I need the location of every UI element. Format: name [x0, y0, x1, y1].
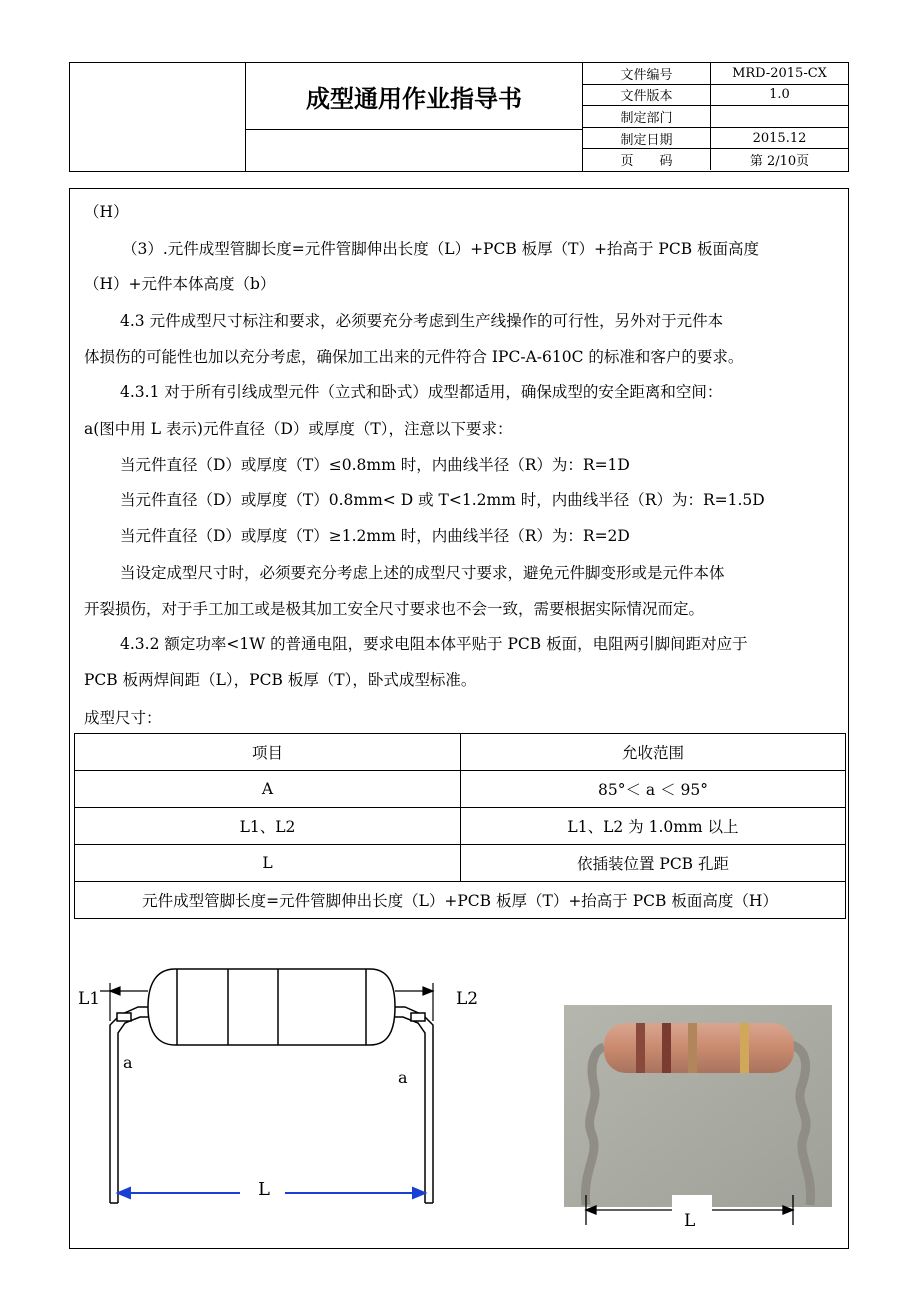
text-line: 当元件直径（D）或厚度（T）0.8mm< D 或 T<1.2mm 时，内曲线半径（R）为：R=1.5D — [120, 491, 765, 509]
text-line: 当元件直径（D）或厚度（T）≥1.2mm 时，内曲线半径（R）为：R=2D — [120, 527, 630, 545]
table-cell: 依插装位置 PCB 孔距 — [461, 845, 846, 882]
meta-key: 制定日期 — [583, 127, 711, 149]
table-cell: L — [75, 845, 461, 882]
table-cell: 85°＜ a ＜ 95° — [461, 771, 846, 808]
text-line: 4.3.1 对于所有引线成型元件（立式和卧式）成型都适用，确保成型的安全距离和空间： — [120, 383, 723, 401]
table-cell: A — [75, 771, 461, 808]
document-title: 成型通用作业指导书 — [246, 63, 583, 130]
document-meta-table — [583, 63, 848, 170]
text-line: 4.3.2 额定功率<1W 的普通电阻，要求电阻本体平贴于 PCB 板面，电阻两引脚间距对应于 — [120, 635, 748, 653]
text-line: （H）+元件本体高度（b） — [84, 275, 276, 293]
table-header: 允收范围 — [461, 734, 846, 771]
meta-value: MRD-2015-CX — [711, 63, 849, 84]
label-length: L — [258, 1179, 270, 1200]
text-line: 当设定成型尺寸时，必须要充分考虑上述的成型尺寸要求，避免元件脚变形或是元件本体 — [120, 564, 725, 582]
header-blank-cell — [246, 130, 583, 171]
table-footer: 元件成型管脚长度=元件管脚伸出长度（L）+PCB 板厚（T）+抬高于 PCB 板面高度（H） — [75, 882, 846, 919]
photo-label-length: L — [684, 1211, 696, 1227]
resistor-forming-diagram — [70, 955, 490, 1215]
text-line: 当元件直径（D）或厚度（T）≤0.8mm 时，内曲线半径（R）为：R=1D — [120, 456, 630, 474]
meta-key: 页 码 — [583, 149, 711, 170]
table-row — [75, 845, 846, 882]
table-cell: L1、L2 — [75, 808, 461, 845]
section-label: 成型尺寸： — [84, 709, 162, 727]
text-line: （H） — [84, 203, 129, 221]
text-line: 4.3 元件成型尺寸标注和要求，必须要充分考虑到生产线操作的可行性，另外对于元件本 — [120, 312, 724, 330]
table-row — [75, 808, 846, 845]
meta-key: 制定部门 — [583, 106, 711, 128]
text-line: 开裂损伤，对于手工加工或是极其加工安全尺寸要求也不会一致，需要根据实际情况而定。 — [84, 600, 705, 618]
text-line: a(图中用 L 表示)元件直径（D）或厚度（T），注意以下要求： — [84, 420, 513, 438]
logo-cell — [70, 63, 246, 171]
meta-key: 文件版本 — [583, 84, 711, 106]
spec-table — [74, 733, 846, 919]
text-line: 体损伤的可能性也加以充分考虑，确保加工出来的元件符合 IPC-A-610C 的标准和客户的要求。 — [84, 348, 744, 366]
text-line: （3）.元件成型管脚长度=元件管脚伸出长度（L）+PCB 板厚（T）+抬高于 PCB 板面高度 — [122, 240, 760, 258]
table-footer-row — [75, 882, 846, 919]
text-line: PCB 板两焊间距（L），PCB 板厚（T），卧式成型标准。 — [84, 671, 477, 689]
table-row — [75, 771, 846, 808]
meta-value: 2015.12 — [711, 127, 849, 149]
table-header: 项目 — [75, 734, 461, 771]
meta-key: 文件编号 — [583, 63, 711, 84]
label-a-left: a — [123, 1053, 133, 1072]
label-a-right: a — [398, 1068, 408, 1087]
table-header-row — [75, 734, 846, 771]
label-l1: L1 — [78, 989, 101, 1009]
table-cell: L1、L2 为 1.0mm 以上 — [461, 808, 846, 845]
document-header — [69, 62, 849, 172]
meta-value — [711, 106, 849, 128]
meta-value: 1.0 — [711, 84, 849, 106]
meta-value: 第 2/10页 — [749, 154, 810, 170]
label-l2: L2 — [456, 989, 479, 1009]
resistor-photo — [564, 1005, 832, 1227]
